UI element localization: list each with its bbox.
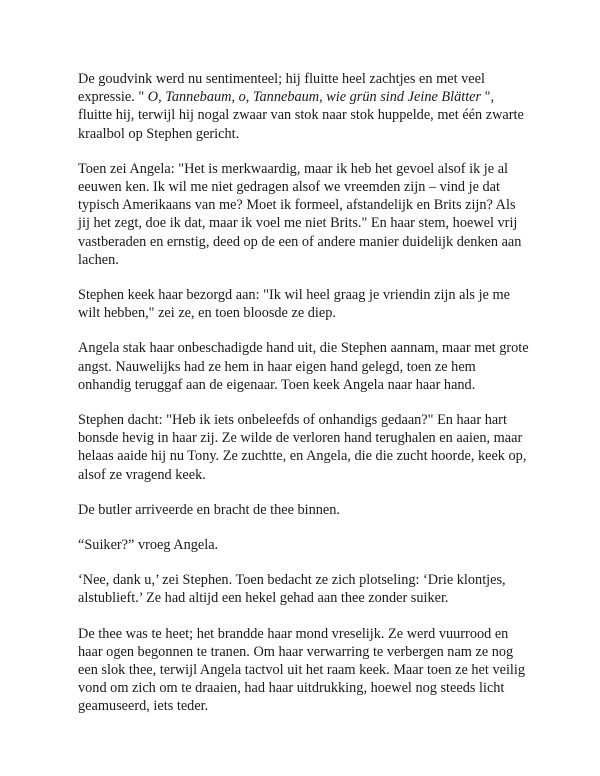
- paragraph-goldfinch-before: De goudvink werd nu sentimenteel; hij fluitte heel zachtjes en met veel expressie. ": [78, 71, 485, 106]
- paragraph-goldfinch: [78, 70, 530, 143]
- paragraph-angela-speech: Toen zei Angela: "Het is merkwaardig, maar ik heb het gevoel alsof ik je al eeuwen ken. Ik wil me niet gedragen alsof we vreemden zijn – vind je dat typisch Amerikaans van me? Moet ik formeel, afstandelijk en Brits zijn? Als jij het zegt, doe ik dat, maar ik voel me niet Brits." En haar stem, hoewel vrij vastberaden en ernstig, deed op de een of andere manier duidelijk denken aan lachen.: [78, 160, 522, 268]
- paragraph-hot-tea: De thee was te heet; het brandde haar mond vreselijk. Ze werd vuurrood en haar ogen begonnen te tranen. Om haar verwarring te verbergen nam ze nog een slok thee, terwijl Angela tactvol uit het raam keek. Maar toen ze het veilig vond om zich om te draaien, had haar uitdrukking, hoewel nog steeds licht geamuseerd, iets teder.: [78, 625, 526, 715]
- paragraph-handshake: Angela stak haar onbeschadigde hand uit, die Stephen aannam, maar met grote angst. Nauwelijks had ze hem in haar eigen hand gelegd, toen ze hem onhandig teruggaf aan de eigenaar. Toen keek Angela naar haar hand.: [78, 340, 529, 393]
- paragraph-stephen-friend: Stephen keek haar bezorgd aan: "Ik wil heel graag je vriendin zijn als je me wilt hebben," zei ze, en toen bloosde ze diep.: [78, 287, 510, 322]
- song-lyric: O, Tannebaum, o, Tannebaum, wie grün sind Jeine Blätter: [147, 89, 482, 106]
- paragraph-sugar-answer: ‘Nee, dank u,’ zei Stephen. Toen bedacht ze zich plotseling: ‘Drie klontjes, alstublieft.’ Ze had altijd een hekel gehad aan thee zonder suiker.: [78, 572, 506, 607]
- paragraph-sugar-question: “Suiker?” vroeg Angela.: [78, 537, 219, 554]
- document-page: [78, 70, 530, 733]
- paragraph-goldfinch-after: ", fluitte hij, terwijl hij nogal zwaar van stok naar stok huppelde, met één zwarte kraalbol op Stephen gericht.: [78, 89, 524, 142]
- paragraph-butler: De butler arriveerde en bracht de thee binnen.: [78, 501, 340, 518]
- paragraph-stephen-thought: Stephen dacht: "Heb ik iets onbeleefds of onhandigs gedaan?" En haar hart bonsde hevig in haar zij. Ze wilde de verloren hand terughalen en aaien, maar helaas aaide hij nu Tony. Ze zuchtte, en Angela, die die zucht hoorde, keek op, alsof ze vragend keek.: [78, 412, 527, 483]
